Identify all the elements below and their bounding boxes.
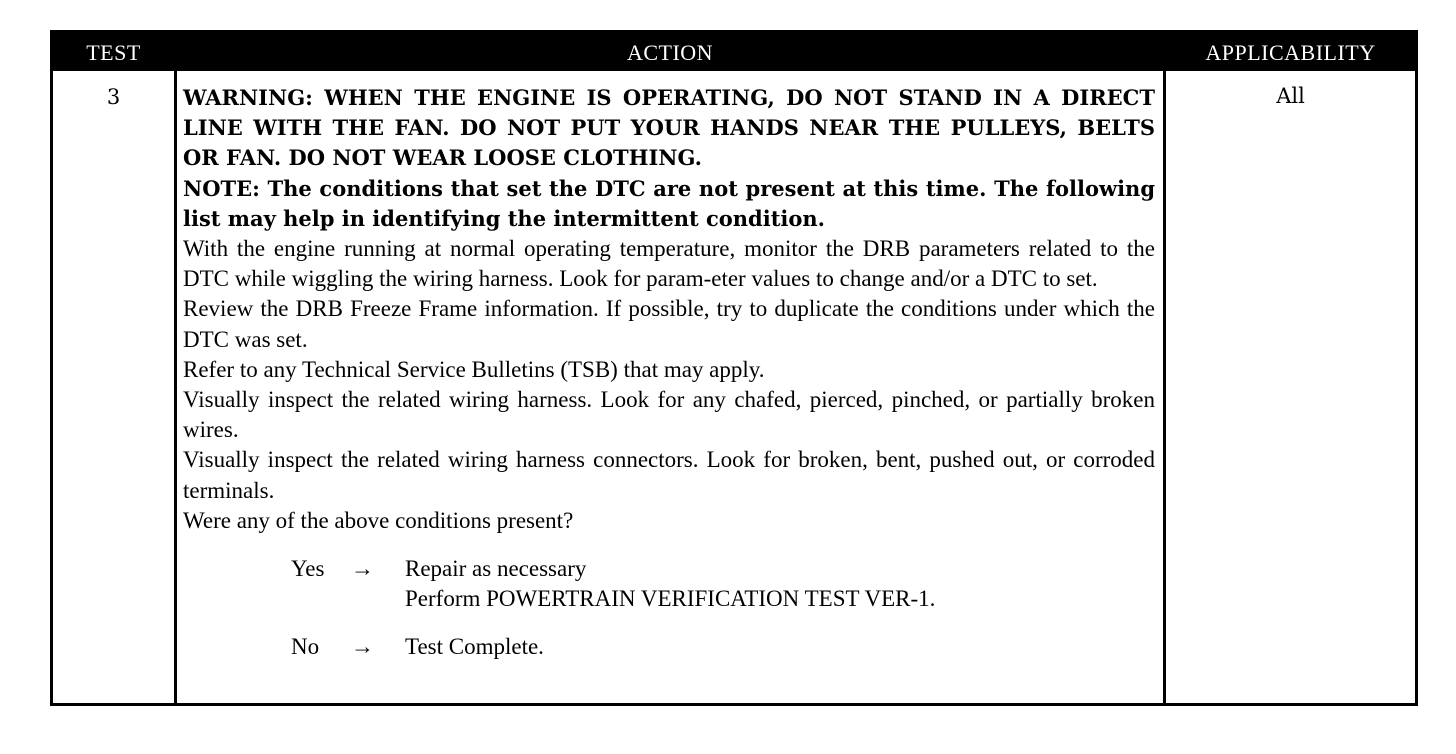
no-result-line: Test Complete. (405, 634, 544, 660)
note-text: NOTE: The conditions that set the DTC are not present at this time. The following list may help in identifying the intermittent condition. (183, 175, 1155, 231)
no-outcome (183, 632, 1155, 662)
step-text: Review the DRB Freeze Frame information. If possible, try to duplicate the conditions under which the DTC was set. (183, 296, 1155, 352)
test-number: 3 (106, 85, 121, 109)
test-number-cell (53, 71, 174, 703)
yes-result (405, 554, 1155, 614)
header-applicability: APPLICABILITY (1205, 40, 1376, 65)
no-label: No (291, 634, 320, 660)
yes-result-line: Perform POWERTRAIN VERIFICATION TEST VER-1. (405, 586, 936, 612)
applicability-cell (1166, 71, 1415, 703)
yes-result-line: Repair as necessary (405, 556, 587, 582)
step-text: Visually inspect the related wiring harness connectors. Look for broken, bent, pushed out, or corroded terminals. (183, 447, 1155, 503)
step-text: With the engine running at normal operating temperature, monitor the DRB parameters related to the DTC while wiggling the wiring harness. Look for param-eter values to change and/or a DTC to set. (183, 236, 1155, 292)
question-text: Were any of the above conditions present? (183, 507, 574, 533)
no-result (405, 632, 1155, 662)
warning-text: WARNING: WHEN THE ENGINE IS OPERATING, DO NOT STAND IN A DIRECT LINE WITH THE FAN. DO NOT PUT YOUR HANDS NEAR THE PULLEYS, BELTS OR FAN. DO NOT WEAR LOOSE CLOTHING. (183, 85, 1155, 171)
test-table (50, 30, 1418, 706)
outcome-list (183, 554, 1155, 663)
right-arrow-icon: → (351, 556, 374, 582)
yes-outcome (183, 554, 1155, 614)
action-cell (177, 71, 1163, 703)
header-action: ACTION (626, 40, 714, 65)
table-header (53, 33, 1415, 71)
right-arrow-icon: → (351, 634, 374, 660)
applicability-value: All (1276, 84, 1305, 108)
header-test: TEST (86, 40, 141, 65)
step-text: Visually inspect the related wiring harness. Look for any chafed, pierced, pinched, or partially broken wires. (183, 387, 1155, 443)
step-text: Refer to any Technical Service Bulletins (TSB) that may apply. (183, 356, 765, 382)
yes-label: Yes (291, 556, 325, 582)
